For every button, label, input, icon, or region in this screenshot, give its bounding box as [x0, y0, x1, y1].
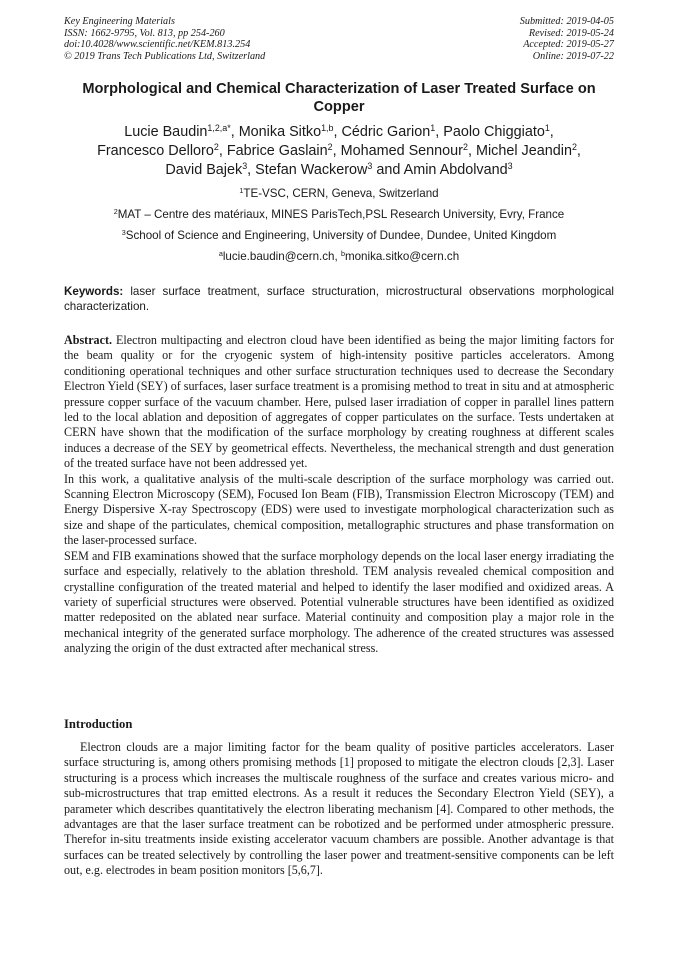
journal-name: Key Engineering Materials — [64, 16, 175, 27]
author-name: Stefan Wackerow — [255, 162, 368, 178]
author-affiliation-mark: 1,2,a* — [207, 123, 231, 134]
author-affiliation-mark: 2 — [213, 142, 219, 153]
author-affiliation-mark: 1 — [430, 123, 436, 134]
author-name: Francesco Delloro — [97, 143, 214, 159]
author-separator: , — [467, 143, 476, 159]
author-separator: and — [372, 162, 404, 178]
journal-doi[interactable]: doi:10.4028/www.scientific.net/KEM.813.254 — [64, 39, 251, 51]
author-name: Paolo Chiggiato — [443, 124, 545, 140]
keywords-text: laser surface treatment, surface structuration, microstructural observations morphological characterization. — [64, 285, 614, 313]
affiliation-3 — [60, 229, 618, 243]
introduction-heading: Introduction — [64, 717, 133, 731]
abstract-text: Electron multipacting and electron cloud have been identified as being the major limiting factors for the beam quality or for the cryogenic system of high-intensity positive particles accelerators. Among conditioning operational techniques and other surface structuration techniques used to decrease the Secondary Electron Yield (SEY) of surfaces, laser surface treatment is a promising method to treat in situ and at atmospheric pressure copper surface of the vacuum chamber. Here, pulsed laser irradiation of copper in parallel lines pattern led to the local ablation and deposition of aggregates of copper particulates on the surface. Tests undertaken at CERN have shown that the modification of the surface morphology by creating roughness at different scales induces a decrease of the SEY by geometrical effects. Nevertheless, the mechanical strength and dust generation of the treated surface have not been addressed yet. — [64, 333, 614, 471]
author-separator: , — [576, 143, 581, 159]
date-revised: Revised: 2019-05-24 — [528, 27, 614, 39]
author-affiliation-mark: 3 — [242, 161, 248, 172]
author-separator: , — [230, 124, 239, 140]
affiliation-mark: 1 — [239, 186, 244, 196]
author-separator: , — [247, 162, 256, 178]
affiliation-text: TE-VSC, CERN, Geneva, Switzerland — [243, 187, 439, 200]
email-link[interactable]: monika.sitko@cern.ch — [344, 250, 460, 263]
abstract-paragraph: In this work, a qualitative analysis of the multi-scale description of the surface morphology was carried out. Scanning Electron Microscopy (SEM), Focused Ion Beam (FIB), Transmission Electron Microscopy (TEM) and Energy Dispersive X-ray Spectroscopy (EDS) were used to investigate morphological characterization such as size and shape of the particulates, chemical composition, metallographic structures and phase transformation on the laser-processed surface. — [64, 471, 614, 548]
author-name: Lucie Baudin — [124, 124, 208, 140]
author-name: Michel Jeandin — [475, 143, 572, 159]
affiliation-text: School of Science and Engineering, University of Dundee, Dundee, United Kingdom — [125, 229, 557, 242]
journal-issn: ISSN: 1662-9795, Vol. 813, pp 254-260 — [64, 27, 225, 39]
abstract — [64, 333, 614, 657]
author-name: Mohamed Sennour — [340, 143, 463, 159]
date-online: Online: 2019-07-22 — [532, 50, 614, 62]
author-name: David Bajek — [165, 162, 243, 178]
affiliation-mark: 3 — [121, 228, 126, 238]
keywords — [64, 284, 614, 314]
affiliation-text: MAT – Centre des matériaux, MINES ParisTech,PSL Research University, Evry, France — [117, 208, 565, 221]
keywords-label: Keywords: — [64, 285, 124, 298]
author-list — [60, 123, 618, 180]
abstract-paragraph: SEM and FIB examinations showed that the surface morphology depends on the local laser energy irradiating the surface and especially, relatively to the ablation threshold. TEM analysis revealed chemical composition and crystalline configuration of the treated material and helped to identify the laser modified and oxidized areas. A variety of superficial structures were observed. Potential vulnerable structures have been identified as oxidized matter redeposited on the ablated near surface. Material continuity and composition play a major role in the mechanical integrity of the generated surface morphology. The adherence of the created structures was assessed analyzing the origin of the dust extracted after mechanical stress. — [64, 548, 614, 656]
journal-header-left — [64, 16, 265, 62]
paper-title: Morphological and Chemical Characterization of Laser Treated Surface on Copper — [82, 81, 596, 115]
author-affiliation-mark: 2 — [571, 142, 577, 153]
email-separator: , — [334, 250, 341, 263]
email-link[interactable]: lucie.baudin@cern.ch — [222, 250, 335, 263]
date-submitted: Submitted: 2019-04-05 — [519, 16, 614, 27]
affiliation-mark: 2 — [113, 207, 118, 217]
author-affiliation-mark: 1,b — [321, 123, 334, 134]
author-affiliation-mark: 1 — [544, 123, 550, 134]
affiliation-2 — [60, 208, 618, 222]
author-separator: , — [549, 124, 554, 140]
abstract-label: Abstract. — [64, 333, 113, 347]
affiliation-1 — [60, 187, 618, 201]
author-affiliation-mark: 2 — [327, 142, 333, 153]
journal-header-right — [520, 16, 614, 62]
abstract-paragraph — [64, 333, 614, 472]
author-separator: , — [333, 124, 342, 140]
email-mark: b — [340, 249, 345, 259]
introduction-paragraph: Electron clouds are a major limiting factor for the beam quality of positive particles accelerators. Laser surface structuring is, among others promising methods [1] proposed to mitigate the electron clouds [2,3]. Laser structuring is a process which increases the multiscale roughness of the surface and creates various micro- and sub-microstructures that trap emitted electrons. As a result it reduces the Secondary Electron Yield (SEY), a parameter which describes quantitatively the electron liberating mechanism [4]. Compared to other methods, the advantages are that the laser surface treatment can be robotized and be performed under atmospheric pressure. Therefor in-situ treatments inside existing accelerator vacuum chambers are possible. Another advantage is that surfaces can be treated selectively by controlling the laser power and treatment-sensitive components can be left out, e.g. electrodes in beam position monitors [5,6,7]. — [64, 740, 614, 878]
author-separator: , — [218, 143, 227, 159]
author-name: Amin Abdolvand — [403, 162, 508, 178]
author-affiliation-mark: 2 — [462, 142, 468, 153]
author-affiliation-mark: 3 — [367, 161, 373, 172]
author-affiliation-mark: 3 — [507, 161, 513, 172]
author-name: Monika Sitko — [238, 124, 322, 140]
author-separator: , — [332, 143, 341, 159]
author-name: Cédric Garion — [341, 124, 431, 140]
date-accepted: Accepted: 2019-05-27 — [523, 39, 614, 51]
author-name: Fabrice Gaslain — [226, 143, 328, 159]
email-mark: a — [218, 249, 223, 259]
author-separator: , — [435, 124, 444, 140]
journal-copyright: © 2019 Trans Tech Publications Ltd, Switzerland — [64, 50, 266, 62]
contact-emails — [60, 250, 618, 264]
